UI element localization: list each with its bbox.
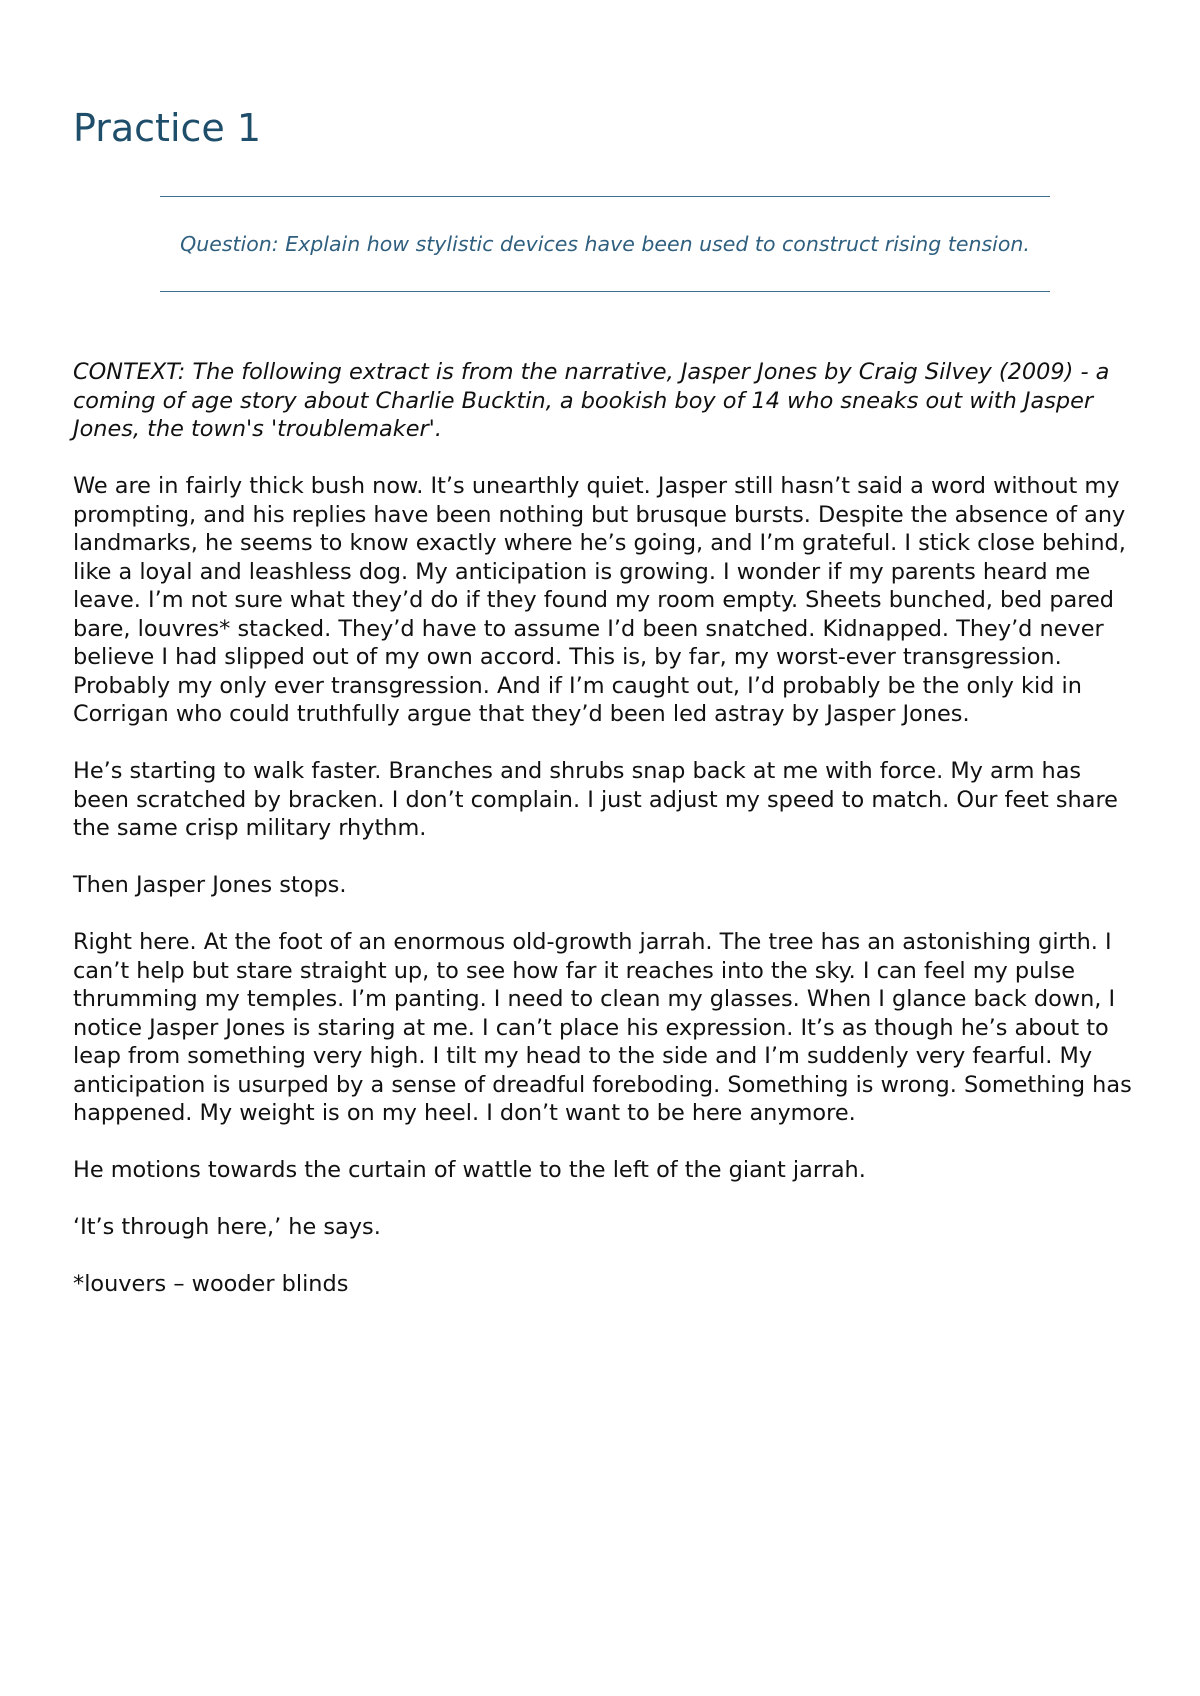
extract-paragraph-2: He’s starting to walk faster. Branches and shrubs snap back at me with force. My arm has been scratched by bracken. I don’t complain. I just adjust my speed to match. Our feet share the same crisp military rhythm. (73, 758, 1118, 841)
question-box (160, 196, 1050, 292)
extract-body (73, 358, 1143, 1327)
extract-paragraph-5: He motions towards the curtain of wattle to the left of the giant jarrah. (73, 1157, 866, 1183)
page-title: Practice 1 (73, 106, 262, 150)
extract-paragraph-1: We are in fairly thick bush now. It’s unearthly quiet. Jasper still hasn’t said a word without my prompting, and his replies have been nothing but brusque bursts. Despite the absence of any landmarks, he seems to know exactly where he’s going, and I’m grateful. I stick close behind, like a loyal and leashless dog. My anticipation is growing. I wonder if my parents heard me leave. I’m not sure what they’d do if they found my room empty. Sheets bunched, bed pared bare, louvres* stacked. They’d have to assume I’d been snatched. Kidnapped. They’d never believe I had slipped out of my own accord. This is, by far, my worst-ever transgression. Probably my only ever transgression. And if I’m caught out, I’d probably be the only kid in Corrigan who could truthfully argue that they’d been led astray by Jasper Jones. (73, 473, 1126, 727)
extract-paragraph-3: Then Jasper Jones stops. (73, 872, 347, 898)
question-text: Question: Explain how stylistic devices have been used to construct rising tension. (180, 231, 1030, 256)
extract-paragraph-4: Right here. At the foot of an enormous old-growth jarrah. The tree has an astonishing girth. I can’t help but stare straight up, to see how far it reaches into the sky. I can feel my pulse thrumming my temples. I’m panting. I need to clean my glasses. When I glance back down, I notice Jasper Jones is staring at me. I can’t place his expression. It’s as though he’s about to leap from something very high. I tilt my head to the side and I’m suddenly very fearful. My anticipation is usurped by a sense of dreadful foreboding. Something is wrong. Something has happened. My weight is on my heel. I don’t want to be here anymore. (73, 929, 1132, 1126)
footnote: *louvers – wooder blinds (73, 1271, 349, 1297)
extract-paragraph-6: ‘It’s through here,’ he says. (73, 1214, 381, 1240)
context-paragraph: CONTEXT: The following extract is from the narrative, Jasper Jones by Craig Silvey (2009) - a coming of age story about Charlie Bucktin, a bookish boy of 14 who sneaks out with Jasper Jones, the town's 'troublemaker'. (73, 359, 1110, 442)
